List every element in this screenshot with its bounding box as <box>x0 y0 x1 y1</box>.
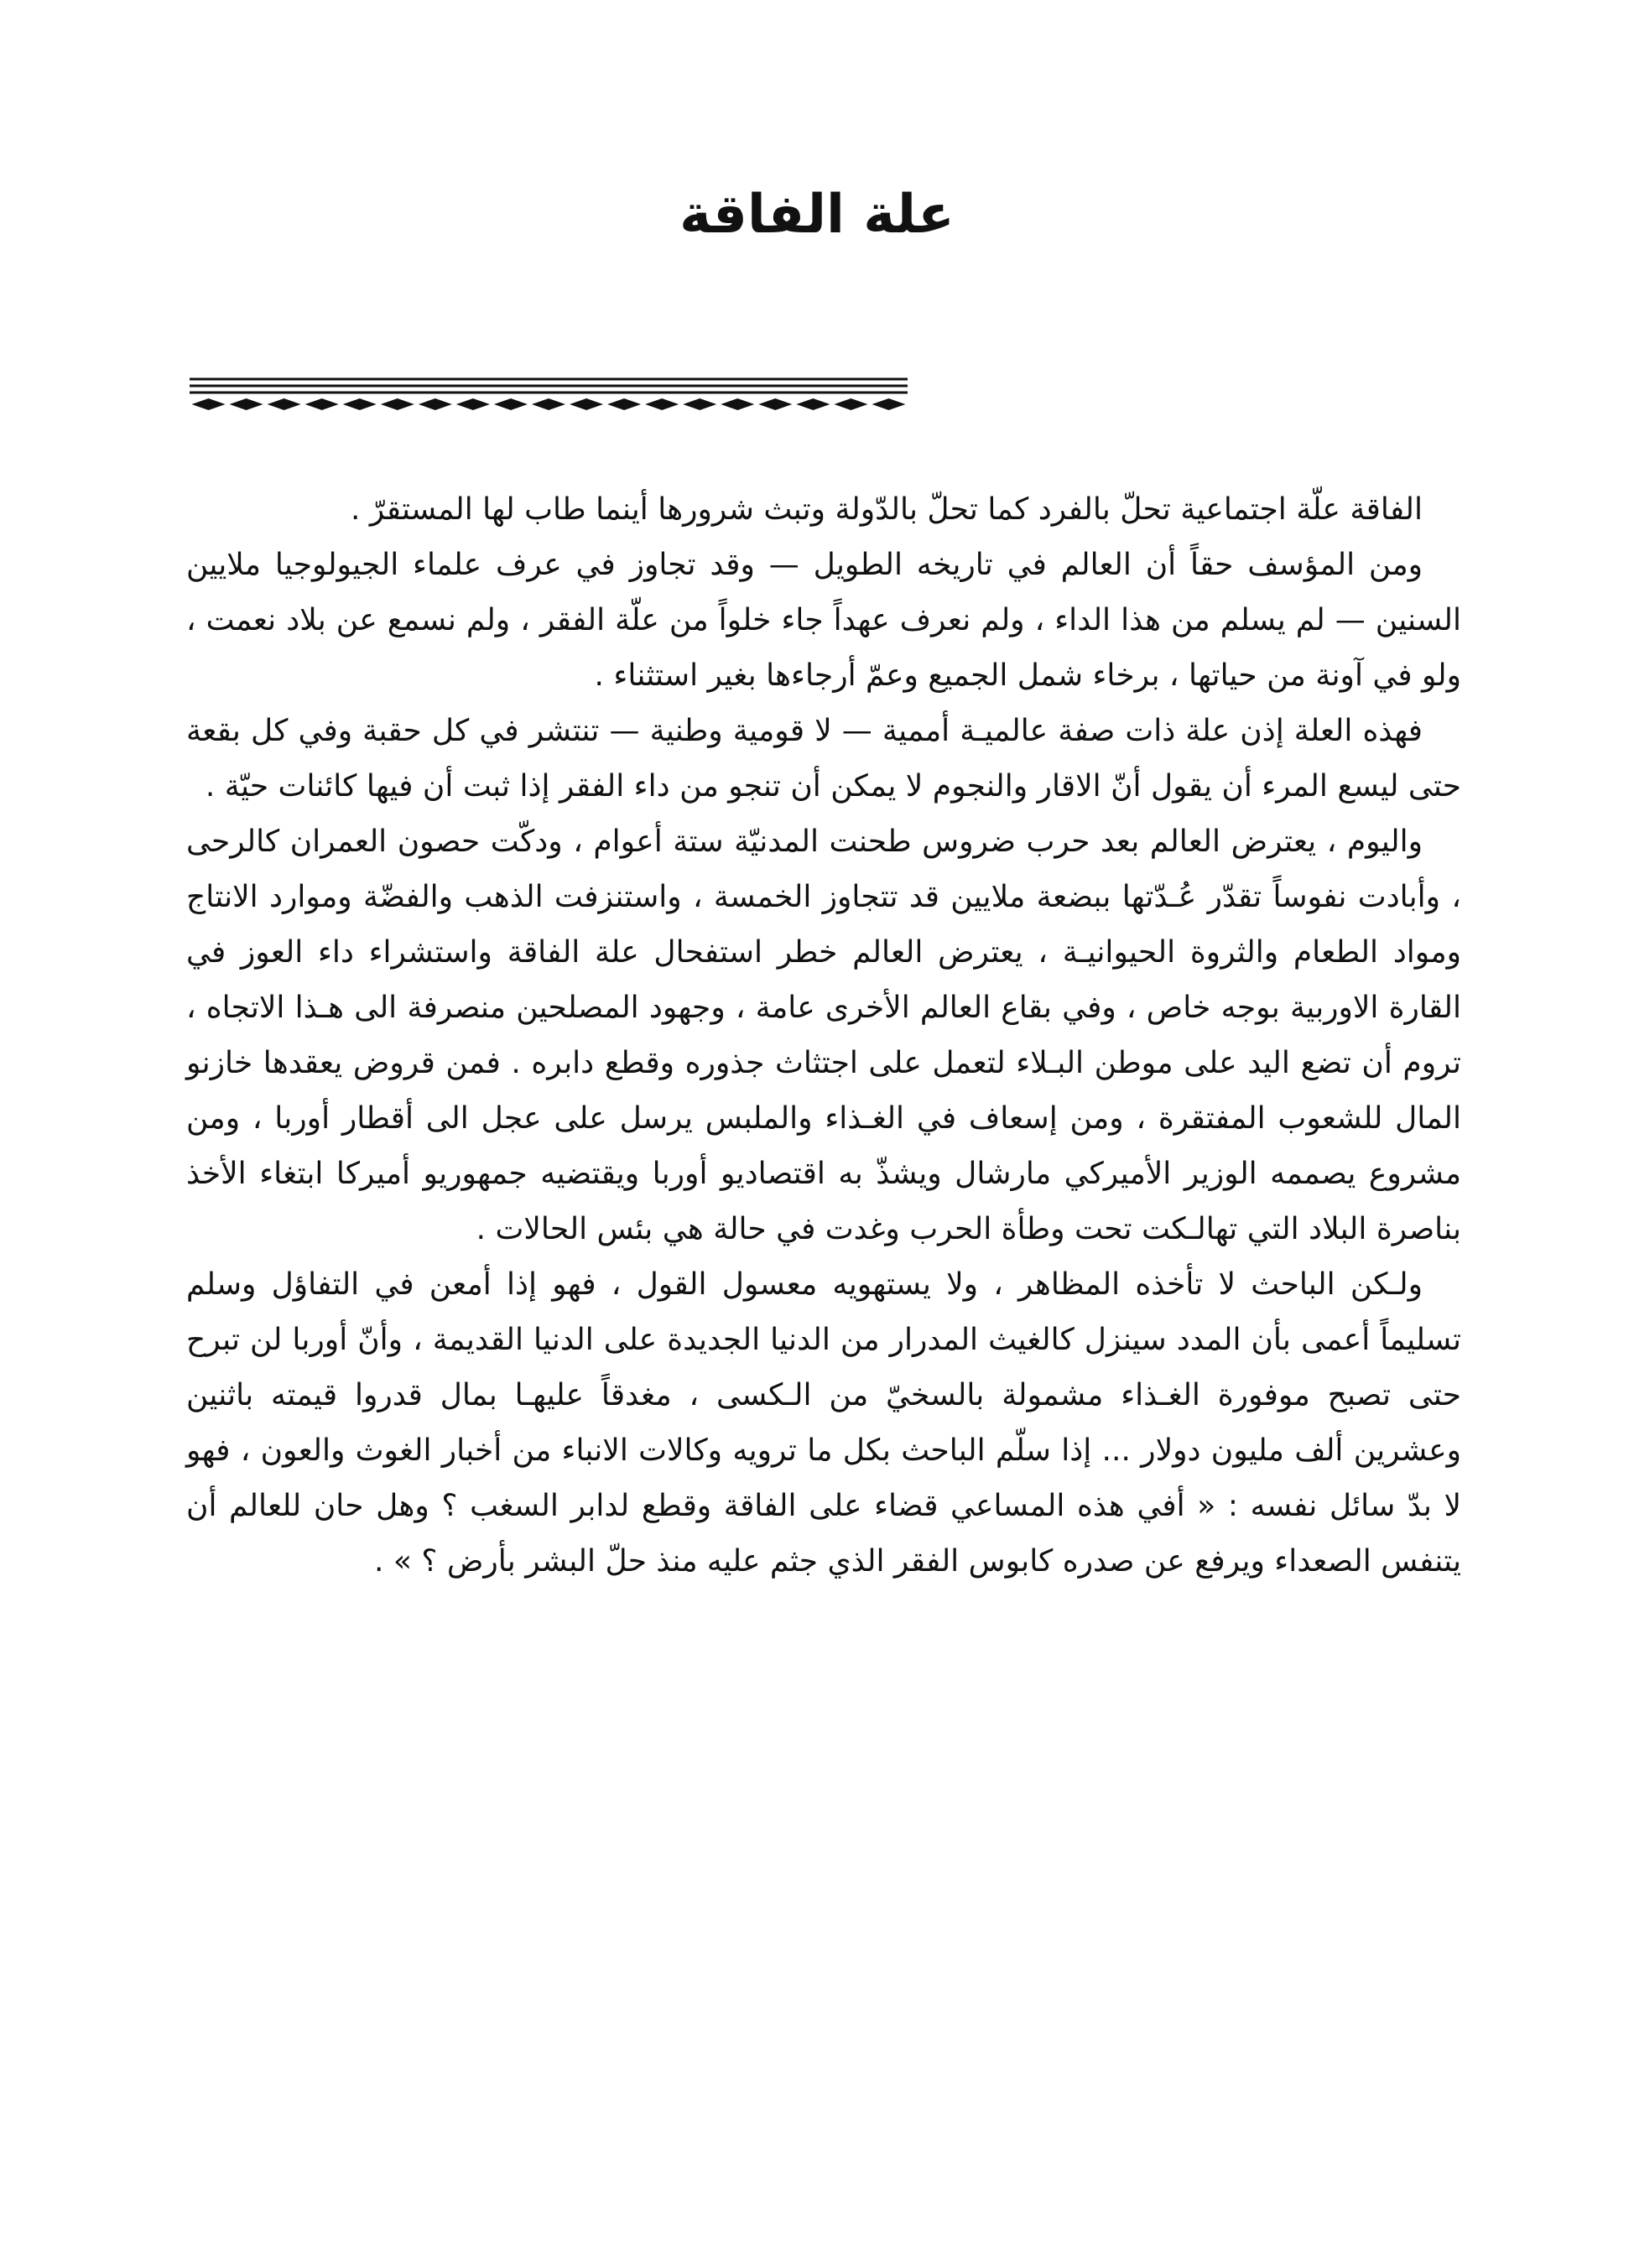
paragraph: ومن المؤسف حقاً أن العالم في تاريخه الطويل — وقد تجاوز في عرف علماء الجيولوجيا ملايين السنين — لم يسلم من هذا الداء ، ولم نعرف عهداً جاء خلواً من علّة الفقر ، ولم نسمع عن بلاد نعمت ، ولو في آونة من حياتها ، برخاء شمل الجميع وعمّ أرجاءها بغير استثناء . <box>186 548 1461 693</box>
ornament-diamond <box>268 398 301 410</box>
paragraph: فهذه العلة إذن علة ذات صفة عالميـة أممية — لا قومية وطنية — تنتشر في كل حقبة وفي كل بقعة حتى ليسع المرء أن يقول أنّ الاقار والنجوم لا يمكن أن تنجو من داء الفقر إذا ثبت أن فيها كائنات حيّة . <box>186 714 1461 804</box>
ornament-diamond <box>230 398 263 410</box>
ornament-diamond <box>683 398 716 410</box>
paragraph: واليوم ، يعترض العالم بعد حرب ضروس طحنت المدنيّة ستة أعوام ، ودكّت حصون العمران كالرحى ، وأبادت نفوساً تقدّر عُـدّتها ببضعة ملايين قد تتجاوز الخمسة ، واستنزفت الذهب والفضّة وموارد الانتاج ومواد الطعام والثروة الحيوانيـة ، يعترض العالم خطر استفحال علة الفاقة واستشراء داء العوز في القارة الاوربية بوجه خاص ، وفي بقاع العالم الأخرى عامة ، وجهود المصلحين منصرفة الى هـذا الاتجاه ، تروم أن تضع اليد على موطن البـلاء لتعمل على اجتثاث جذوره وقطع دابره . فمن قروض يعقدها خازنو المال للشعوب المفتقرة ، ومن إسعاف في الغـذاء والملبس يرسل على عجل الى أقطار أوربا ، ومن مشروع يصممه الوزير الأميركي مارشال ويشذّ به اقتصاديو أوربا ويقتضيه جمهوريو أميركا ابتغاء الأخذ بناصرة البلاد التي تهالـكت تحت وطأة الحرب وغدت في حالة هي بئس الحالات . <box>186 824 1461 1246</box>
ornament-diamond <box>456 398 490 410</box>
paragraph: ولـكن الباحث لا تأخذه المظاهر ، ولا يستهويه معسول القول ، فهو إذا أمعن في التفاؤل وسلم تسليماً أعمى بأن المدد سينزل كالغيث المدرار من الدنيا الجديدة على الدنيا القديمة ، وأنّ أوربا لن تبرح حتى تصبح موفورة الغـذاء مشمولة بالسخيّ من الـكسى ، مغدقاً عليهـا بمال قدروا قيمته باثنين وعشرين ألف مليون دولار ... إذا سلّم الباحث بكل ما ترويه وكالات الانباء من أخبار الغوث والعون ، فهو لا بدّ سائل نفسه : « أفي هذه المساعي قضاء على الفاقة وقطع لدابر السغب ؟ وهل حان للعالم أن يتنفس الصعداء ويرفع عن صدره كابوس الفقر الذي جثم عليه منذ حلّ البشر بأرض ؟ » . <box>186 1267 1461 1579</box>
paragraph: الفاقة علّة اجتماعية تحلّ بالفرد كما تحلّ بالدّولة وتبث شرورها أينما طاب لها المستقرّ . <box>351 492 1423 527</box>
ornament-diamond <box>796 398 830 410</box>
ornament-diamond <box>570 398 603 410</box>
ornament-diamond <box>607 398 641 410</box>
ornament-diamond <box>758 398 792 410</box>
ornament-diamond <box>343 398 377 410</box>
ornament-diamond <box>305 398 339 410</box>
ornament-diamond <box>872 398 905 410</box>
ornament-diamond <box>192 398 226 410</box>
ornament-diamond <box>645 398 679 410</box>
double-rule-with-diamonds-icon <box>190 376 908 413</box>
ornament-diamond <box>721 398 754 410</box>
article-body <box>186 482 1461 1589</box>
ornament-diamond <box>532 398 565 410</box>
ornament-diamond <box>834 398 867 410</box>
ornament-diamond <box>381 398 414 410</box>
page-title: علة الفاقة <box>679 184 955 246</box>
ornament-diamond <box>494 398 528 410</box>
ornament-diamond <box>419 398 452 410</box>
